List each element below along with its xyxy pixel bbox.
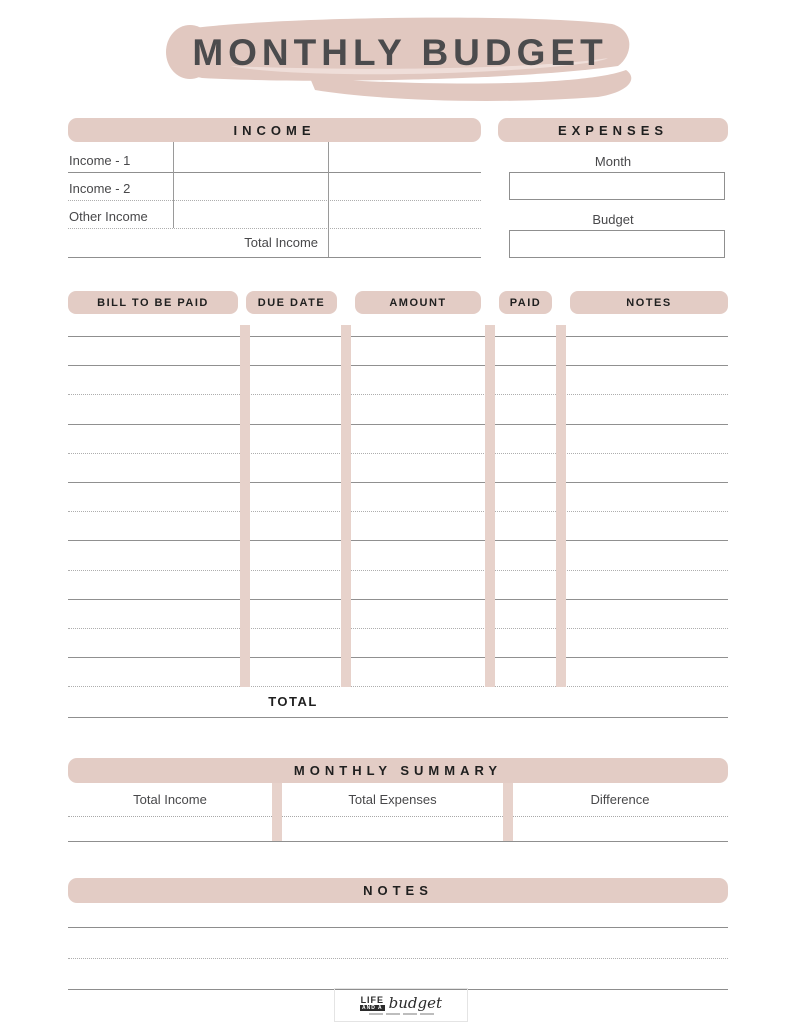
bill-row bbox=[68, 337, 728, 366]
bill-row bbox=[68, 541, 728, 570]
bill-row bbox=[68, 512, 728, 541]
income-row-label: Income - 1 bbox=[69, 152, 131, 168]
summary-label-line bbox=[282, 816, 503, 817]
bill-row bbox=[68, 366, 728, 395]
notes-section bbox=[68, 878, 728, 990]
brand-word-life: LIFE bbox=[360, 994, 385, 1005]
column-header-due-date: DUE DATE bbox=[246, 291, 337, 314]
column-header-paid: PAID bbox=[499, 291, 552, 314]
income-table bbox=[68, 142, 481, 257]
column-header-notes: NOTES bbox=[570, 291, 728, 314]
page-title: MONTHLY BUDGET bbox=[192, 32, 608, 73]
bills-table bbox=[68, 291, 728, 717]
bill-row bbox=[68, 483, 728, 512]
logo-tagline bbox=[369, 1013, 434, 1015]
expenses-header: EXPENSES bbox=[498, 118, 728, 142]
budget-label: Budget bbox=[592, 212, 634, 227]
month-label: Month bbox=[594, 154, 632, 169]
table-column-divider bbox=[240, 325, 250, 687]
table-column-divider bbox=[556, 325, 566, 687]
bill-row bbox=[68, 395, 728, 424]
notes-line bbox=[68, 958, 728, 989]
summary-column-divider bbox=[272, 783, 282, 841]
summary-bottom-line bbox=[68, 841, 728, 842]
bill-row bbox=[68, 425, 728, 454]
bill-row bbox=[68, 629, 728, 658]
expenses-section bbox=[498, 118, 728, 258]
income-row-line bbox=[68, 257, 481, 258]
bill-row bbox=[68, 600, 728, 629]
summary-label-line bbox=[68, 816, 272, 817]
income-row-label: Other Income bbox=[69, 208, 148, 224]
column-header-amount: AMOUNT bbox=[355, 291, 481, 314]
income-row-label: Income - 2 bbox=[69, 180, 131, 196]
income-section bbox=[68, 118, 481, 257]
summary-col-total-expenses: Total Expenses bbox=[348, 792, 437, 807]
income-total-label: Total Income bbox=[244, 235, 318, 250]
income-row-line bbox=[68, 228, 481, 229]
table-column-divider bbox=[485, 325, 495, 687]
summary-col-difference: Difference bbox=[590, 792, 650, 807]
summary-column-divider bbox=[503, 783, 513, 841]
column-header-bill: BILL TO BE PAID bbox=[68, 291, 238, 314]
page-header bbox=[160, 8, 640, 108]
monthly-summary-section bbox=[68, 758, 728, 842]
income-row-line bbox=[68, 200, 481, 201]
summary-col-total-income: Total Income bbox=[133, 792, 207, 807]
income-column-divider bbox=[328, 142, 329, 257]
brand-word-budget: budget bbox=[388, 993, 443, 1012]
summary-header: MONTHLY SUMMARY bbox=[68, 758, 728, 783]
table-column-divider bbox=[341, 325, 351, 687]
brand-logo-row bbox=[360, 993, 443, 1012]
total-row bbox=[68, 687, 728, 718]
income-header: INCOME bbox=[68, 118, 481, 142]
month-field[interactable] bbox=[509, 172, 725, 200]
brand-logo-wordmark bbox=[360, 996, 385, 1011]
brand-logo bbox=[334, 988, 468, 1022]
income-column-divider bbox=[173, 142, 174, 228]
bill-row bbox=[68, 454, 728, 483]
budget-field[interactable] bbox=[509, 230, 725, 258]
bill-row bbox=[68, 571, 728, 600]
notes-line bbox=[68, 927, 728, 958]
total-label: TOTAL bbox=[268, 694, 318, 709]
bill-rows bbox=[68, 336, 728, 687]
bill-row bbox=[68, 658, 728, 687]
brand-word-and-a: AND A bbox=[361, 1004, 383, 1011]
notes-header: NOTES bbox=[68, 878, 728, 903]
summary-label-line bbox=[512, 816, 728, 817]
income-row-line bbox=[68, 172, 481, 173]
